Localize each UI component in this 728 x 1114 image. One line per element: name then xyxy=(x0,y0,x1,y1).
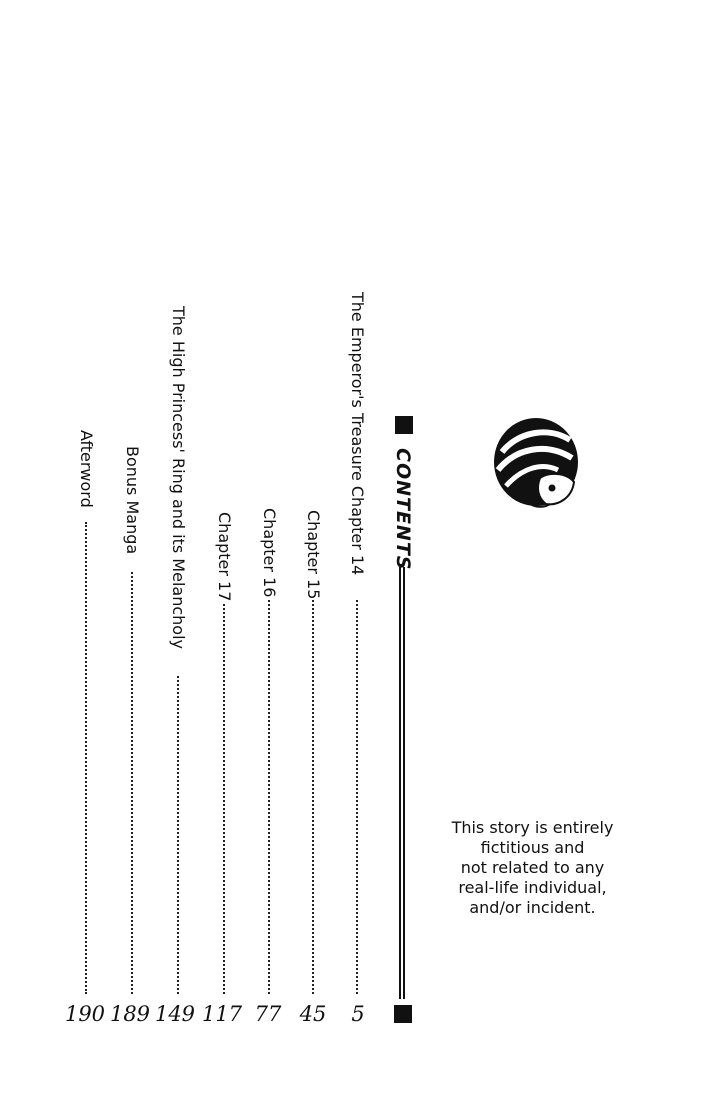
toc-page-number: 189 xyxy=(109,1002,151,1026)
toc-entry-label: Chapter 17 xyxy=(215,512,234,602)
disclaimer-text xyxy=(430,818,635,918)
toc-leader-dots xyxy=(131,572,133,994)
swirl-face-logo-icon xyxy=(488,412,580,510)
toc-leader-dots xyxy=(356,600,358,994)
toc-entry-label: The Emperor's Treasure Chapter 14 xyxy=(348,292,367,576)
toc-leader-dots xyxy=(85,522,87,994)
toc-leader-dots xyxy=(312,600,314,994)
toc-entry-label: Chapter 16 xyxy=(260,508,279,598)
disclaimer-line: fictitious and xyxy=(480,838,585,857)
contents-double-rule xyxy=(399,567,405,999)
disclaimer-line: not related to any xyxy=(460,858,605,877)
toc-entry-label: Bonus Manga xyxy=(123,446,142,555)
contents-title: CONTENTS xyxy=(392,448,414,571)
toc-entry-label: Chapter 15 xyxy=(304,510,323,600)
toc-page-number: 117 xyxy=(201,1002,243,1026)
toc-leader-dots xyxy=(177,676,179,994)
toc-page-number: 45 xyxy=(299,1002,327,1026)
toc-page-number: 190 xyxy=(64,1002,106,1026)
toc-entry-label: Afterword xyxy=(77,430,96,508)
disclaimer-line: and/or incident. xyxy=(469,898,596,917)
toc-leader-dots xyxy=(223,604,225,994)
toc-page-number: 5 xyxy=(351,1002,365,1026)
toc-page-number: 149 xyxy=(154,1002,196,1026)
toc-leader-dots xyxy=(268,600,270,994)
disclaimer-line: This story is entirely xyxy=(451,818,614,837)
disclaimer-line: real-life individual, xyxy=(458,878,607,897)
contents-bottom-square xyxy=(394,1005,412,1023)
toc-entry-label: The High Princess' Ring and its Melancholy xyxy=(169,306,188,649)
contents-top-square xyxy=(395,416,413,434)
toc-page-number: 77 xyxy=(254,1002,282,1026)
